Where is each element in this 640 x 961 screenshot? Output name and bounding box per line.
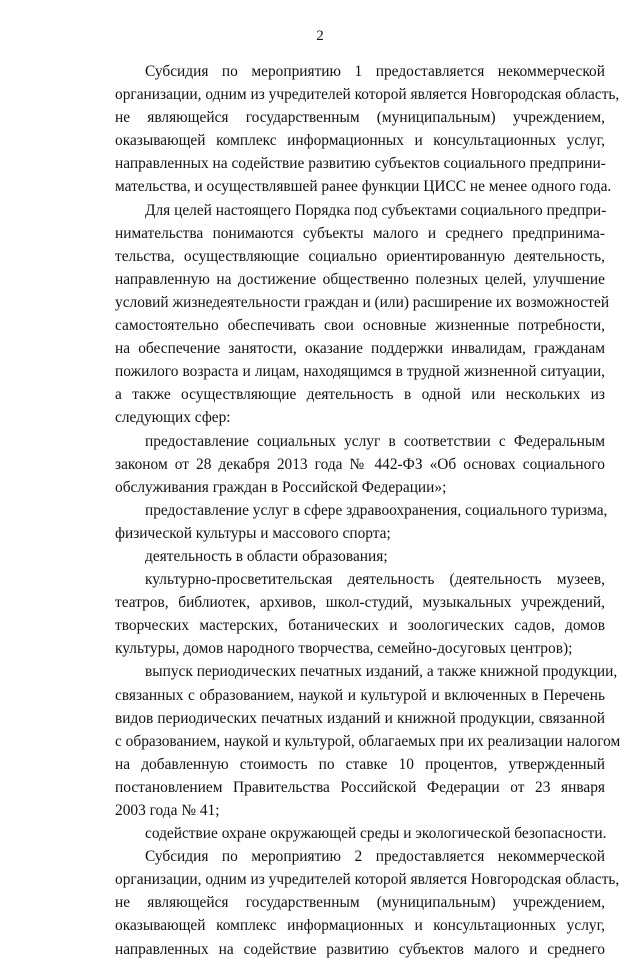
text-line: видов периодических печатных изданий и книжной продукции, связанной [115,709,605,727]
text-line: мательства, и осуществлявшей ранее функции ЦИСС не менее одного года. [115,178,612,196]
text-line: деятельность в области образования; [145,547,388,565]
text-line: не являющейся государственным (муниципальным) учреждением, [115,894,605,912]
text-line: содействие охране окружающей среды и экологической безопасности. [145,825,607,843]
text-line: направленных на содействие развитию субъектов малого и среднего [115,940,605,958]
text-line: Субсидия по мероприятию 1 предоставляется некоммерческой [145,63,605,80]
text-line: физической культуры и массового спорта; [115,524,391,542]
text-line: предоставление услуг в сфере здравоохранения, социального туризма, [145,501,608,519]
text-line: обслуживания граждан в Российской Федерации»; [115,478,447,496]
text-line: выпуск периодических печатных изданий, а также книжной продукции, [145,663,618,681]
text-line: направленных на содействие развитию субъектов социального предприни- [115,155,606,173]
text-line: организации, одним из учредителей которой является Новгородская область, [115,871,620,889]
text-line: культурно-просветительская деятельность (деятельность музеев, [145,571,605,589]
text-line: предоставление социальных услуг в соответствии с Федеральным [145,432,605,450]
text-line: Для целей настоящего Порядка под субъектами социального предпри- [145,201,607,219]
text-line: Субсидия по мероприятию 2 предоставляется некоммерческой [145,848,605,866]
text-line: тельства, осуществляющие социально ориентированную деятельность, [115,247,605,265]
text-line: а также осуществляющие деятельность в одной или нескольких из [115,386,605,404]
text-line: нимательства понимаются субъекты малого и среднего предпринима- [115,224,605,242]
text-line: оказывающей комплекс информационных и консультационных услуг, [115,132,605,150]
text-line: следующих сфер: [115,409,231,427]
text-line: не являющейся государственным (муниципальным) учреждением, [115,109,605,127]
text-line: направленную на достижение общественно полезных целей, улучшение [115,270,605,288]
text-line: связанных с образованием, наукой и культурой и включенных в Перечень [115,686,605,704]
text-line: на добавленную стоимость по ставке 10 процентов, утвержденный [115,755,605,773]
text-line: организации, одним из учредителей которой является Новгородская область, [115,86,620,104]
text-line: творческих мастерских, ботанических и зоологических садов, домов [115,617,605,635]
text-line: оказывающей комплекс информационных и консультационных услуг, [115,917,605,935]
page-number: 2 [316,28,324,44]
document-body [115,60,621,961]
text-line: самостоятельно обеспечивать свои основные жизненные потребности, [115,317,605,335]
text-line: пожилого возраста и лицам, находящимся в трудной жизненной ситуации, [115,363,605,381]
text-line: законом от 28 декабря 2013 года № 442-ФЗ «Об основах социального [115,455,605,473]
text-line: условий жизнедеятельности граждан и (или) расширение их возможностей [115,293,610,311]
text-line: театров, библиотек, архивов, школ-студий, музыкальных учреждений, [115,594,605,612]
text-line: на обеспечение занятости, оказание поддержки инвалидам, гражданам [115,340,605,358]
text-line: 2003 года № 41; [115,802,220,819]
text-line: постановлением Правительства Российской Федерации от 23 января [115,778,605,796]
text-line: культуры, домов народного творчества, семейно-досуговых центров); [115,640,573,658]
text-line: с образованием, наукой и культурой, облагаемых при их реализации налогом [115,732,621,750]
